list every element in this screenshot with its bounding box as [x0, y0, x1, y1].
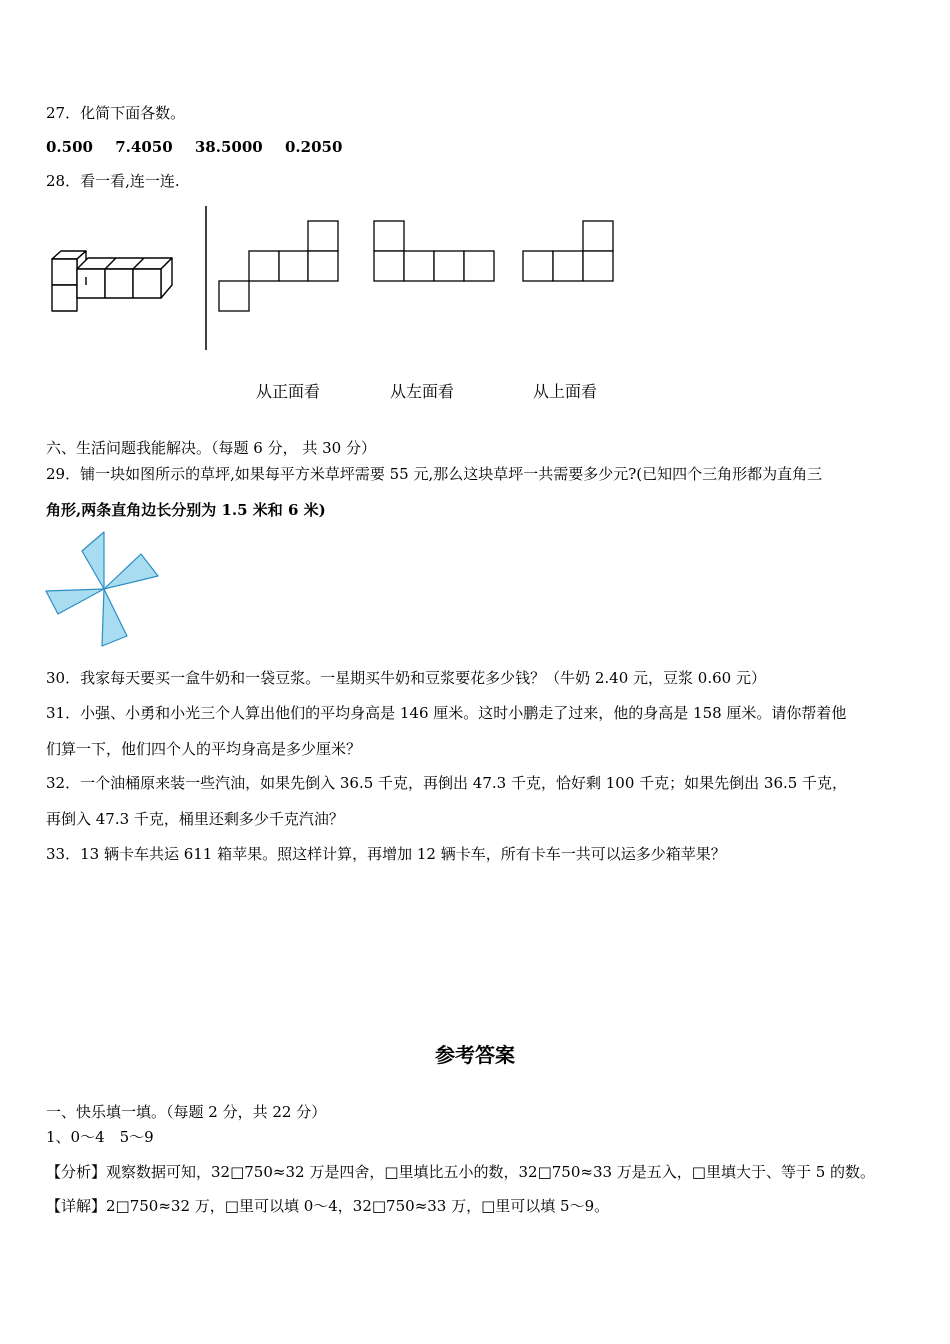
q29-line1: 29．铺一块如图所示的草坪,如果每平方米草坪需要 55 元,那么这块草坪一共需要多少元?(已知四个三角形都为直角三	[46, 465, 823, 483]
q27-number-1: 0.500	[46, 138, 93, 156]
answer-1: 1、0～4 5～9	[46, 1128, 154, 1146]
q27-number-2: 7.4050	[115, 138, 173, 156]
divider-line	[204, 206, 208, 352]
q31-line1: 31．小强、小勇和小光三个人算出他们的平均身高是 146 厘米。这时小鹏走了过来，他的身高是 158 厘米。请你帮着他	[46, 704, 847, 722]
answers-title: 参考答案	[435, 1043, 515, 1067]
q28-title: 28．看一看,连一连.	[46, 172, 180, 190]
caption-left: 从左面看	[390, 382, 455, 401]
caption-top: 从上面看	[533, 382, 598, 401]
q32-line2: 再倒入 47.3 千克，桶里还剩多少千克汽油？	[46, 810, 344, 828]
q27-title: 27．化简下面各数。	[46, 104, 186, 122]
answers-section1: 一、快乐填一填。（每题 2 分，共 22 分）	[46, 1103, 327, 1121]
q29-line2: 角形,两条直角边长分别为 1.5 米和 6 米)	[46, 501, 326, 519]
caption-front: 从正面看	[256, 382, 321, 401]
q32-line1: 32．一个油桶原来装一些汽油，如果先倒入 36.5 千克，再倒出 47.3 千克，恰好剩 100 千克；如果先倒出 36.5 千克，	[46, 774, 848, 792]
view-shape-3	[522, 220, 616, 282]
q27-numbers	[46, 137, 359, 157]
pinwheel-figure	[44, 530, 162, 650]
q27-number-4: 0.2050	[284, 138, 343, 156]
q30-text: 30．我家每天要买一盒牛奶和一袋豆浆。一星期买牛奶和豆浆要花多少钱？（牛奶 2.40 元，豆浆 0.60 元）	[46, 669, 766, 687]
cube-figure	[40, 250, 190, 320]
section6-heading: 六、生活问题我能解决。（每题 6 分， 共 30 分）	[46, 439, 376, 457]
view-shape-1	[218, 220, 340, 312]
answer-1-analysis: 【分析】观察数据可知，32□750≈32 万是四舍，□里填比五小的数，32□750≈33 万是五入，□里填大于、等于 5 的数。	[46, 1163, 876, 1181]
answer-1-detail: 【详解】2□750≈32 万，□里可以填 0～4，32□750≈33 万，□里可以填 5～9。	[46, 1197, 610, 1215]
q27-number-3: 38.5000	[194, 138, 263, 156]
q31-line2: 们算一下，他们四个人的平均身高是多少厘米？	[46, 740, 362, 758]
q33-text: 33．13 辆卡车共运 611 箱苹果。照这样计算，再增加 12 辆卡车，所有卡车一共可以运多少箱苹果？	[46, 845, 726, 863]
view-shape-2	[373, 220, 497, 282]
